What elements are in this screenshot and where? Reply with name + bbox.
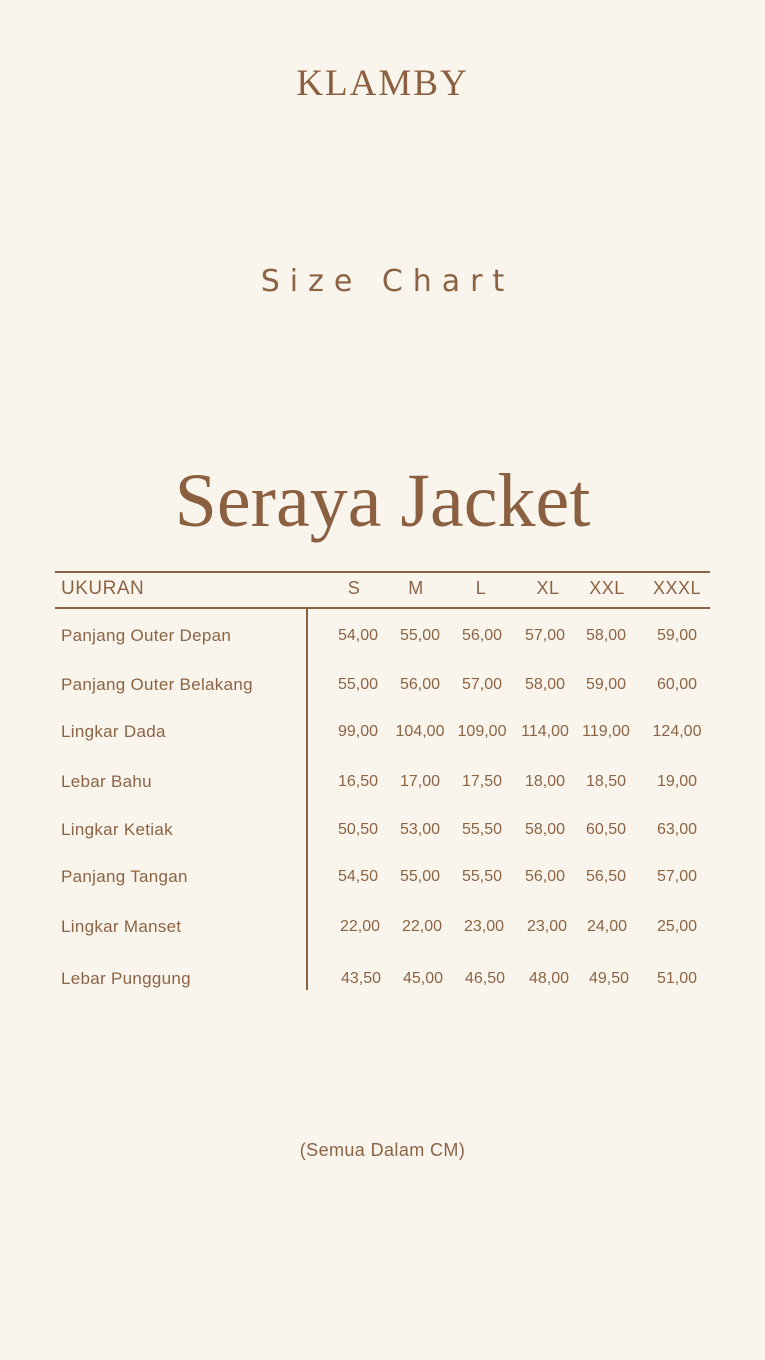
cell-value: 57,00 xyxy=(461,676,503,693)
row-label: Lingkar Dada xyxy=(61,722,166,741)
table-header-rule xyxy=(55,607,710,609)
cell-value: 55,00 xyxy=(399,627,441,644)
cell-value: 53,00 xyxy=(399,821,441,838)
product-title: Seraya Jacket xyxy=(174,459,591,543)
cell-value: 59,00 xyxy=(656,627,698,644)
cell-value: 59,00 xyxy=(585,676,627,693)
table-header-row xyxy=(0,578,765,604)
brand-logo: KLAMBY xyxy=(296,63,469,104)
size-header-l: L xyxy=(475,578,487,598)
table-row xyxy=(0,772,765,802)
cell-value: 43,50 xyxy=(340,970,382,987)
table-row xyxy=(0,820,765,850)
row-label: Lingkar Ketiak xyxy=(61,820,173,839)
cell-value: 56,00 xyxy=(399,676,441,693)
size-header-xxxl: XXXL xyxy=(652,578,702,598)
cell-value: 17,50 xyxy=(461,773,503,790)
cell-value: 49,50 xyxy=(588,970,630,987)
row-label: Panjang Outer Depan xyxy=(61,626,232,645)
cell-value: 114,00 xyxy=(521,723,569,740)
size-header-xl: XL xyxy=(536,578,560,598)
cell-value: 54,50 xyxy=(337,868,379,885)
cell-value: 104,00 xyxy=(395,723,445,740)
cell-value: 50,50 xyxy=(337,821,379,838)
cell-value: 57,00 xyxy=(656,868,698,885)
cell-value: 25,00 xyxy=(656,918,698,935)
row-label: Panjang Outer Belakang xyxy=(61,675,253,694)
row-label: Panjang Tangan xyxy=(61,867,188,886)
cell-value: 54,00 xyxy=(337,627,379,644)
cell-value: 19,00 xyxy=(656,773,698,790)
cell-value: 58,00 xyxy=(585,627,627,644)
cell-value: 22,00 xyxy=(401,918,443,935)
cell-value: 56,00 xyxy=(461,627,503,644)
row-label: Lebar Bahu xyxy=(61,772,152,791)
size-header-s: S xyxy=(347,578,361,598)
cell-value: 17,00 xyxy=(399,773,441,790)
cell-value: 55,50 xyxy=(461,868,503,885)
table-top-rule xyxy=(55,571,710,573)
cell-value: 63,00 xyxy=(656,821,698,838)
cell-value: 109,00 xyxy=(457,723,507,740)
cell-value: 60,50 xyxy=(585,821,627,838)
cell-value: 23,00 xyxy=(526,918,568,935)
cell-value: 124,00 xyxy=(652,723,702,740)
cell-value: 60,00 xyxy=(656,676,698,693)
table-row xyxy=(0,722,765,752)
cell-value: 18,00 xyxy=(524,773,566,790)
table-row xyxy=(0,626,765,656)
cell-value: 58,00 xyxy=(524,676,566,693)
cell-value: 56,50 xyxy=(585,868,627,885)
cell-value: 45,00 xyxy=(402,970,444,987)
page-subtitle: Size Chart xyxy=(260,264,515,299)
cell-value: 55,00 xyxy=(337,676,379,693)
size-header-m: M xyxy=(408,578,424,598)
unit-note: (Semua Dalam CM) xyxy=(299,1140,466,1160)
cell-value: 119,00 xyxy=(582,723,630,740)
cell-value: 48,00 xyxy=(528,970,570,987)
cell-value: 22,00 xyxy=(339,918,381,935)
table-row xyxy=(0,867,765,897)
cell-value: 24,00 xyxy=(586,918,628,935)
cell-value: 99,00 xyxy=(337,723,379,740)
cell-value: 16,50 xyxy=(337,773,379,790)
cell-value: 23,00 xyxy=(463,918,505,935)
cell-value: 56,00 xyxy=(524,868,566,885)
cell-value: 18,50 xyxy=(585,773,627,790)
size-header-xxl: XXL xyxy=(589,578,625,598)
cell-value: 46,50 xyxy=(464,970,506,987)
table-row xyxy=(0,917,765,947)
row-label: Lebar Punggung xyxy=(61,969,191,988)
table-row xyxy=(0,675,765,705)
header-label: UKURAN xyxy=(61,578,145,599)
row-label: Lingkar Manset xyxy=(61,917,182,936)
cell-value: 51,00 xyxy=(656,970,698,987)
cell-value: 58,00 xyxy=(524,821,566,838)
cell-value: 55,00 xyxy=(399,868,441,885)
cell-value: 57,00 xyxy=(524,627,566,644)
cell-value: 55,50 xyxy=(461,821,503,838)
table-row xyxy=(0,969,765,999)
